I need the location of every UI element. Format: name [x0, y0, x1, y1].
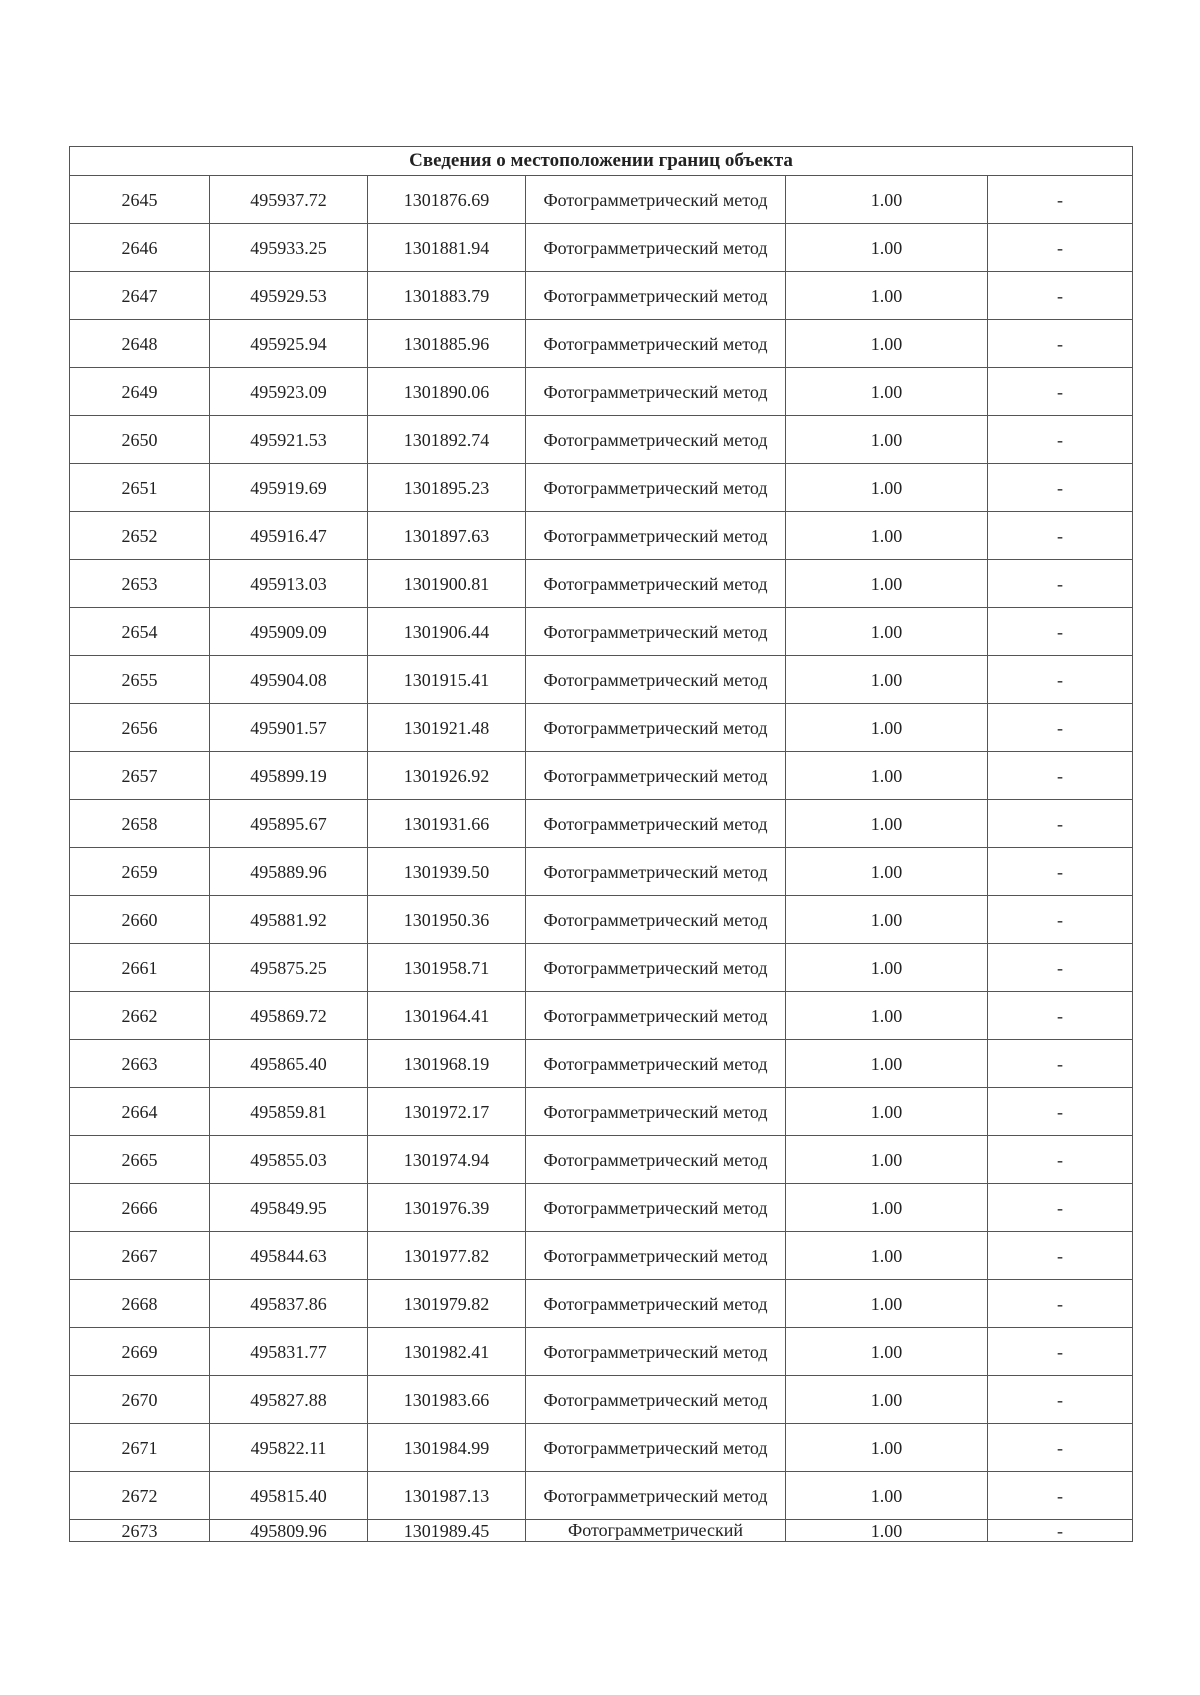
note-cell: -: [988, 896, 1133, 944]
x-coordinate-cell: 495855.03: [210, 1136, 368, 1184]
y-coordinate-cell: 1301915.41: [368, 656, 526, 704]
x-coordinate-cell: 495937.72: [210, 176, 368, 224]
x-coordinate-cell: 495809.96: [210, 1520, 368, 1542]
note-cell: -: [988, 1424, 1133, 1472]
x-coordinate-cell: 495904.08: [210, 656, 368, 704]
note-cell: -: [988, 560, 1133, 608]
method-cell: Фотограмметрический метод: [526, 176, 786, 224]
y-coordinate-cell: 1301974.94: [368, 1136, 526, 1184]
table-row: [70, 176, 1133, 224]
y-coordinate-cell: 1301982.41: [368, 1328, 526, 1376]
accuracy-cell: 1.00: [786, 416, 988, 464]
note-cell: -: [988, 992, 1133, 1040]
table-row: [70, 704, 1133, 752]
point-number-cell: 2669: [70, 1328, 210, 1376]
table-row: [70, 272, 1133, 320]
point-number-cell: 2651: [70, 464, 210, 512]
point-number-cell: 2658: [70, 800, 210, 848]
accuracy-cell: 1.00: [786, 752, 988, 800]
accuracy-cell: 1.00: [786, 896, 988, 944]
method-cell: Фотограмметрический метод: [526, 1040, 786, 1088]
table-row: [70, 1472, 1133, 1520]
accuracy-cell: 1.00: [786, 1520, 988, 1542]
x-coordinate-cell: 495875.25: [210, 944, 368, 992]
accuracy-cell: 1.00: [786, 608, 988, 656]
point-number-cell: 2652: [70, 512, 210, 560]
point-number-cell: 2668: [70, 1280, 210, 1328]
table-row: [70, 1280, 1133, 1328]
note-cell: -: [988, 416, 1133, 464]
table-row: [70, 1088, 1133, 1136]
table-row: [70, 1376, 1133, 1424]
table-title-row: [70, 147, 1133, 176]
x-coordinate-cell: 495916.47: [210, 512, 368, 560]
accuracy-cell: 1.00: [786, 176, 988, 224]
accuracy-cell: 1.00: [786, 1424, 988, 1472]
y-coordinate-cell: 1301976.39: [368, 1184, 526, 1232]
note-cell: -: [988, 176, 1133, 224]
point-number-cell: 2664: [70, 1088, 210, 1136]
note-cell: -: [988, 464, 1133, 512]
method-cell: Фотограмметрический метод: [526, 944, 786, 992]
x-coordinate-cell: 495869.72: [210, 992, 368, 1040]
note-cell: -: [988, 1088, 1133, 1136]
y-coordinate-cell: 1301906.44: [368, 608, 526, 656]
method-cell: Фотограмметрический метод: [526, 608, 786, 656]
note-cell: -: [988, 1328, 1133, 1376]
note-cell: -: [988, 656, 1133, 704]
y-coordinate-cell: 1301987.13: [368, 1472, 526, 1520]
accuracy-cell: 1.00: [786, 1040, 988, 1088]
accuracy-cell: 1.00: [786, 1472, 988, 1520]
method-cell: Фотограмметрический метод: [526, 1328, 786, 1376]
note-cell: -: [988, 1232, 1133, 1280]
x-coordinate-cell: 495881.92: [210, 896, 368, 944]
x-coordinate-cell: 495849.95: [210, 1184, 368, 1232]
method-cell: Фотограмметрический метод: [526, 1424, 786, 1472]
x-coordinate-cell: 495865.40: [210, 1040, 368, 1088]
point-number-cell: 2659: [70, 848, 210, 896]
note-cell: -: [988, 224, 1133, 272]
point-number-cell: 2654: [70, 608, 210, 656]
note-cell: -: [988, 1136, 1133, 1184]
table-row: [70, 368, 1133, 416]
note-cell: -: [988, 704, 1133, 752]
y-coordinate-cell: 1301890.06: [368, 368, 526, 416]
accuracy-cell: 1.00: [786, 1328, 988, 1376]
accuracy-cell: 1.00: [786, 944, 988, 992]
accuracy-cell: 1.00: [786, 1136, 988, 1184]
x-coordinate-cell: 495913.03: [210, 560, 368, 608]
method-cell: Фотограмметрический метод: [526, 368, 786, 416]
method-cell: Фотограмметрический метод: [526, 992, 786, 1040]
table-row: [70, 752, 1133, 800]
method-cell: Фотограмметрический метод: [526, 1280, 786, 1328]
x-coordinate-cell: 495921.53: [210, 416, 368, 464]
method-cell: Фотограмметрический метод: [526, 752, 786, 800]
y-coordinate-cell: 1301984.99: [368, 1424, 526, 1472]
table-row: [70, 224, 1133, 272]
table-row: [70, 992, 1133, 1040]
table-row: [70, 416, 1133, 464]
accuracy-cell: 1.00: [786, 1088, 988, 1136]
x-coordinate-cell: 495909.09: [210, 608, 368, 656]
note-cell: -: [988, 272, 1133, 320]
point-number-cell: 2655: [70, 656, 210, 704]
point-number-cell: 2673: [70, 1520, 210, 1542]
x-coordinate-cell: 495933.25: [210, 224, 368, 272]
x-coordinate-cell: 495831.77: [210, 1328, 368, 1376]
accuracy-cell: 1.00: [786, 800, 988, 848]
boundary-coordinates-table: [69, 146, 1133, 1542]
point-number-cell: 2667: [70, 1232, 210, 1280]
x-coordinate-cell: 495815.40: [210, 1472, 368, 1520]
x-coordinate-cell: 495859.81: [210, 1088, 368, 1136]
table-row: [70, 1184, 1133, 1232]
point-number-cell: 2650: [70, 416, 210, 464]
y-coordinate-cell: 1301881.94: [368, 224, 526, 272]
method-cell: Фотограмметрический метод: [526, 416, 786, 464]
note-cell: -: [988, 1520, 1133, 1542]
method-cell: Фотограмметрический метод: [526, 224, 786, 272]
table-row: [70, 848, 1133, 896]
point-number-cell: 2672: [70, 1472, 210, 1520]
accuracy-cell: 1.00: [786, 848, 988, 896]
y-coordinate-cell: 1301968.19: [368, 1040, 526, 1088]
note-cell: -: [988, 848, 1133, 896]
method-cell: Фотограмметрический метод: [526, 1376, 786, 1424]
x-coordinate-cell: 495899.19: [210, 752, 368, 800]
y-coordinate-cell: 1301885.96: [368, 320, 526, 368]
point-number-cell: 2646: [70, 224, 210, 272]
x-coordinate-cell: 495844.63: [210, 1232, 368, 1280]
note-cell: -: [988, 1280, 1133, 1328]
x-coordinate-cell: 495827.88: [210, 1376, 368, 1424]
accuracy-cell: 1.00: [786, 704, 988, 752]
accuracy-cell: 1.00: [786, 512, 988, 560]
x-coordinate-cell: 495929.53: [210, 272, 368, 320]
method-cell: Фотограмметрический метод: [526, 512, 786, 560]
table-row: [70, 896, 1133, 944]
table-row: [70, 464, 1133, 512]
table-row: [70, 800, 1133, 848]
table-row: [70, 608, 1133, 656]
y-coordinate-cell: 1301921.48: [368, 704, 526, 752]
y-coordinate-cell: 1301972.17: [368, 1088, 526, 1136]
x-coordinate-cell: 495837.86: [210, 1280, 368, 1328]
table-row: [70, 320, 1133, 368]
y-coordinate-cell: 1301897.63: [368, 512, 526, 560]
point-number-cell: 2656: [70, 704, 210, 752]
method-cell: Фотограмметрический: [526, 1520, 786, 1542]
method-cell: Фотограмметрический метод: [526, 848, 786, 896]
point-number-cell: 2671: [70, 1424, 210, 1472]
y-coordinate-cell: 1301939.50: [368, 848, 526, 896]
accuracy-cell: 1.00: [786, 368, 988, 416]
table-row: [70, 512, 1133, 560]
note-cell: -: [988, 1184, 1133, 1232]
y-coordinate-cell: 1301983.66: [368, 1376, 526, 1424]
note-cell: -: [988, 368, 1133, 416]
method-cell: Фотограмметрический метод: [526, 272, 786, 320]
method-cell: Фотограмметрический метод: [526, 320, 786, 368]
x-coordinate-cell: 495895.67: [210, 800, 368, 848]
accuracy-cell: 1.00: [786, 224, 988, 272]
table-row: [70, 944, 1133, 992]
y-coordinate-cell: 1301958.71: [368, 944, 526, 992]
y-coordinate-cell: 1301977.82: [368, 1232, 526, 1280]
method-cell: Фотограмметрический метод: [526, 896, 786, 944]
y-coordinate-cell: 1301892.74: [368, 416, 526, 464]
accuracy-cell: 1.00: [786, 656, 988, 704]
accuracy-cell: 1.00: [786, 272, 988, 320]
point-number-cell: 2653: [70, 560, 210, 608]
accuracy-cell: 1.00: [786, 320, 988, 368]
table-row: [70, 1040, 1133, 1088]
y-coordinate-cell: 1301989.45: [368, 1520, 526, 1542]
table-row: [70, 1424, 1133, 1472]
y-coordinate-cell: 1301950.36: [368, 896, 526, 944]
point-number-cell: 2657: [70, 752, 210, 800]
x-coordinate-cell: 495822.11: [210, 1424, 368, 1472]
method-cell: Фотограмметрический метод: [526, 704, 786, 752]
point-number-cell: 2666: [70, 1184, 210, 1232]
note-cell: -: [988, 944, 1133, 992]
point-number-cell: 2662: [70, 992, 210, 1040]
method-cell: Фотограмметрический метод: [526, 560, 786, 608]
y-coordinate-cell: 1301964.41: [368, 992, 526, 1040]
y-coordinate-cell: 1301883.79: [368, 272, 526, 320]
method-cell: Фотограмметрический метод: [526, 1088, 786, 1136]
method-cell: Фотограмметрический метод: [526, 656, 786, 704]
y-coordinate-cell: 1301895.23: [368, 464, 526, 512]
table-row: [70, 1520, 1133, 1542]
point-number-cell: 2660: [70, 896, 210, 944]
x-coordinate-cell: 495919.69: [210, 464, 368, 512]
accuracy-cell: 1.00: [786, 1280, 988, 1328]
note-cell: -: [988, 752, 1133, 800]
x-coordinate-cell: 495889.96: [210, 848, 368, 896]
accuracy-cell: 1.00: [786, 464, 988, 512]
note-cell: -: [988, 1472, 1133, 1520]
method-cell: Фотограмметрический метод: [526, 464, 786, 512]
table-row: [70, 560, 1133, 608]
point-number-cell: 2663: [70, 1040, 210, 1088]
point-number-cell: 2647: [70, 272, 210, 320]
accuracy-cell: 1.00: [786, 992, 988, 1040]
table-row: [70, 1136, 1133, 1184]
x-coordinate-cell: 495901.57: [210, 704, 368, 752]
note-cell: -: [988, 1040, 1133, 1088]
note-cell: -: [988, 512, 1133, 560]
y-coordinate-cell: 1301931.66: [368, 800, 526, 848]
table-title: Сведения о местоположении границ объекта: [70, 147, 1133, 176]
accuracy-cell: 1.00: [786, 1376, 988, 1424]
y-coordinate-cell: 1301979.82: [368, 1280, 526, 1328]
point-number-cell: 2665: [70, 1136, 210, 1184]
x-coordinate-cell: 495923.09: [210, 368, 368, 416]
accuracy-cell: 1.00: [786, 1184, 988, 1232]
y-coordinate-cell: 1301926.92: [368, 752, 526, 800]
table-row: [70, 656, 1133, 704]
point-number-cell: 2648: [70, 320, 210, 368]
note-cell: -: [988, 608, 1133, 656]
y-coordinate-cell: 1301876.69: [368, 176, 526, 224]
point-number-cell: 2645: [70, 176, 210, 224]
method-cell: Фотограмметрический метод: [526, 800, 786, 848]
note-cell: -: [988, 1376, 1133, 1424]
point-number-cell: 2670: [70, 1376, 210, 1424]
accuracy-cell: 1.00: [786, 1232, 988, 1280]
accuracy-cell: 1.00: [786, 560, 988, 608]
method-cell: Фотограмметрический метод: [526, 1232, 786, 1280]
method-cell: Фотограмметрический метод: [526, 1472, 786, 1520]
table-row: [70, 1232, 1133, 1280]
note-cell: -: [988, 320, 1133, 368]
point-number-cell: 2649: [70, 368, 210, 416]
point-number-cell: 2661: [70, 944, 210, 992]
y-coordinate-cell: 1301900.81: [368, 560, 526, 608]
note-cell: -: [988, 800, 1133, 848]
method-cell: Фотограмметрический метод: [526, 1184, 786, 1232]
method-cell: Фотограмметрический метод: [526, 1136, 786, 1184]
x-coordinate-cell: 495925.94: [210, 320, 368, 368]
table-row: [70, 1328, 1133, 1376]
